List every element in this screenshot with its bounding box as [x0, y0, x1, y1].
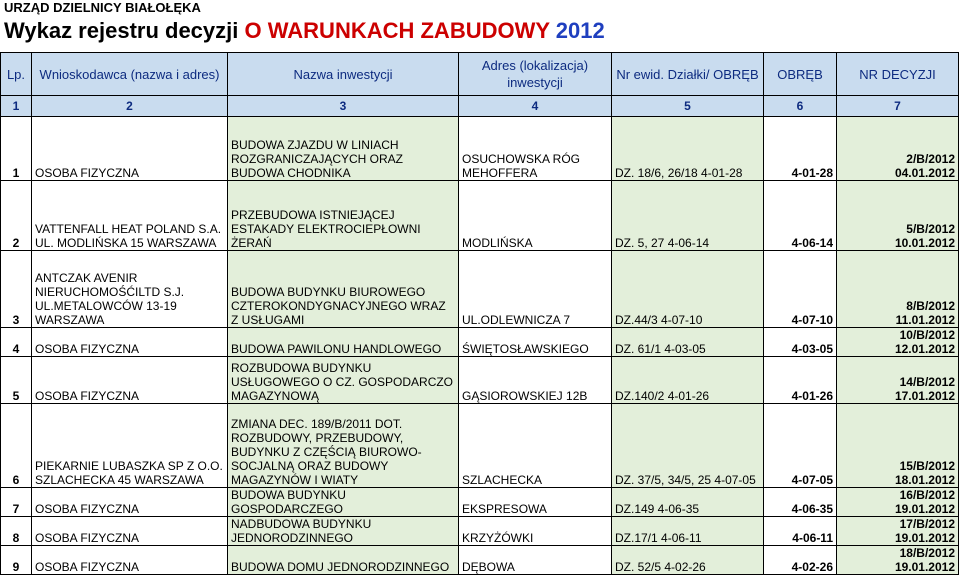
cell-parcel: DZ.17/1 4-06-11 [612, 517, 764, 546]
table-row [1, 404, 959, 488]
cell-address: EKSPRESOWA [459, 488, 612, 517]
cell-decision: 10/B/2012 12.01.2012 [837, 328, 959, 357]
cell-investment: BUDOWA PAWILONU HANDLOWEGO [228, 328, 459, 357]
col-number: 6 [764, 96, 837, 117]
cell-address: ŚWIĘTOSŁAWSKIEGO [459, 328, 612, 357]
cell-decision: 2/B/2012 04.01.2012 [837, 117, 959, 181]
cell-lp: 3 [1, 251, 32, 328]
cell-address: KRZYŻÓWKI [459, 517, 612, 546]
cell-decision: 8/B/2012 11.01.2012 [837, 251, 959, 328]
office-name: URZĄD DZIELNICY BIAŁOŁĘKA [4, 0, 201, 15]
cell-precinct: 4-06-14 [764, 181, 837, 251]
cell-lp: 9 [1, 546, 32, 575]
cell-precinct: 4-06-35 [764, 488, 837, 517]
cell-address: DĘBOWA [459, 546, 612, 575]
cell-applicant: OSOBA FIZYCZNA [32, 357, 228, 404]
cell-investment: BUDOWA BUDYNKU GOSPODARCZEGO [228, 488, 459, 517]
col-number: 7 [837, 96, 959, 117]
cell-lp: 1 [1, 117, 32, 181]
title-prefix: Wykaz rejestru decyzji [4, 18, 239, 43]
cell-decision: 5/B/2012 10.01.2012 [837, 181, 959, 251]
col-header-address: Adres (lokalizacja) inwestycji [459, 53, 612, 96]
decisions-table [0, 52, 959, 575]
cell-precinct: 4-07-10 [764, 251, 837, 328]
cell-decision: 18/B/2012 19.01.2012 [837, 546, 959, 575]
cell-applicant: PIEKARNIE LUBASZKA SP Z O.O. SZLACHECKA 45 WARSZAWA [32, 404, 228, 488]
col-header-investment: Nazwa inwestycji [228, 53, 459, 96]
col-number: 3 [228, 96, 459, 117]
col-header-applicant: Wnioskodawca (nazwa i adres) [32, 53, 228, 96]
column-number-row [1, 96, 959, 117]
col-number: 5 [612, 96, 764, 117]
cell-parcel: DZ. 5, 27 4-06-14 [612, 181, 764, 251]
page-title [4, 16, 605, 46]
cell-parcel: DZ. 52/5 4-02-26 [612, 546, 764, 575]
cell-lp: 5 [1, 357, 32, 404]
table-row [1, 357, 959, 404]
cell-precinct: 4-07-05 [764, 404, 837, 488]
cell-decision: 16/B/2012 19.01.2012 [837, 488, 959, 517]
cell-precinct: 4-01-28 [764, 117, 837, 181]
cell-parcel: DZ.149 4-06-35 [612, 488, 764, 517]
col-header-lp: Lp. [1, 53, 32, 96]
cell-address: OSUCHOWSKA RÓG MEHOFFERA [459, 117, 612, 181]
cell-parcel: DZ.44/3 4-07-10 [612, 251, 764, 328]
cell-parcel: DZ. 37/5, 34/5, 25 4-07-05 [612, 404, 764, 488]
cell-investment: PRZEBUDOWA ISTNIEJĄCEJ ESTAKADY ELEKTROCIEPŁOWNI ŻERAŃ [228, 181, 459, 251]
cell-applicant: OSOBA FIZYCZNA [32, 328, 228, 357]
col-header-decision: NR DECYZJI [837, 53, 959, 96]
cell-applicant: OSOBA FIZYCZNA [32, 546, 228, 575]
table-row [1, 488, 959, 517]
col-header-parcel: Nr ewid. Działki/ OBRĘB [612, 53, 764, 96]
cell-lp: 8 [1, 517, 32, 546]
table-row [1, 117, 959, 181]
cell-precinct: 4-01-26 [764, 357, 837, 404]
cell-lp: 6 [1, 404, 32, 488]
header-row [1, 53, 959, 96]
cell-investment: BUDOWA ZJAZDU W LINIACH ROZGRANICZAJĄCYCH ORAZ BUDOWA CHODNIKA [228, 117, 459, 181]
cell-address: MODLIŃSKA [459, 181, 612, 251]
cell-parcel: DZ. 18/6, 26/18 4-01-28 [612, 117, 764, 181]
cell-investment: ZMIANA DEC. 189/B/2011 DOT. ROZBUDOWY, PRZEBUDOWY, BUDYNKU Z CZĘŚCIĄ BIUROWO-SOCJALNĄ ORAZ BUDOWY MAGAZYNÓW I WIATY [228, 404, 459, 488]
table-row [1, 181, 959, 251]
table-row [1, 546, 959, 575]
cell-applicant: OSOBA FIZYCZNA [32, 517, 228, 546]
title-subject: O WARUNKACH ZABUDOWY [244, 18, 550, 43]
col-number: 4 [459, 96, 612, 117]
cell-precinct: 4-06-11 [764, 517, 837, 546]
cell-investment: BUDOWA DOMU JEDNORODZINNEGO [228, 546, 459, 575]
cell-parcel: DZ.140/2 4-01-26 [612, 357, 764, 404]
title-year: 2012 [555, 18, 605, 43]
cell-applicant: OSOBA FIZYCZNA [32, 117, 228, 181]
cell-precinct: 4-03-05 [764, 328, 837, 357]
col-number: 2 [32, 96, 228, 117]
cell-decision: 17/B/2012 19.01.2012 [837, 517, 959, 546]
cell-decision: 14/B/2012 17.01.2012 [837, 357, 959, 404]
cell-address: GĄSIOROWSKIEJ 12B [459, 357, 612, 404]
cell-parcel: DZ. 61/1 4-03-05 [612, 328, 764, 357]
col-number: 1 [1, 96, 32, 117]
cell-applicant: VATTENFALL HEAT POLAND S.A. UL. MODLIŃSKA 15 WARSZAWA [32, 181, 228, 251]
table-row [1, 328, 959, 357]
table-row [1, 517, 959, 546]
table-row [1, 251, 959, 328]
cell-investment: NADBUDOWA BUDYNKU JEDNORODZINNEGO [228, 517, 459, 546]
cell-lp: 4 [1, 328, 32, 357]
cell-investment: BUDOWA BUDYNKU BIUROWEGO CZTEROKONDYGNACYJNEGO WRAZ Z USŁUGAMI [228, 251, 459, 328]
cell-precinct: 4-02-26 [764, 546, 837, 575]
cell-applicant: OSOBA FIZYCZNA [32, 488, 228, 517]
cell-applicant: ANTCZAK AVENIR NIERUCHOMOŚĆILTD S.J. UL.METALOWCÓW 13-19 WARSZAWA [32, 251, 228, 328]
cell-investment: ROZBUDOWA BUDYNKU USŁUGOWEGO O CZ. GOSPODARCZO MAGAZYNOWĄ [228, 357, 459, 404]
col-header-precinct: OBRĘB [764, 53, 837, 96]
cell-lp: 2 [1, 181, 32, 251]
cell-lp: 7 [1, 488, 32, 517]
cell-address: UL.ODLEWNICZA 7 [459, 251, 612, 328]
cell-decision: 15/B/2012 18.01.2012 [837, 404, 959, 488]
cell-address: SZLACHECKA [459, 404, 612, 488]
